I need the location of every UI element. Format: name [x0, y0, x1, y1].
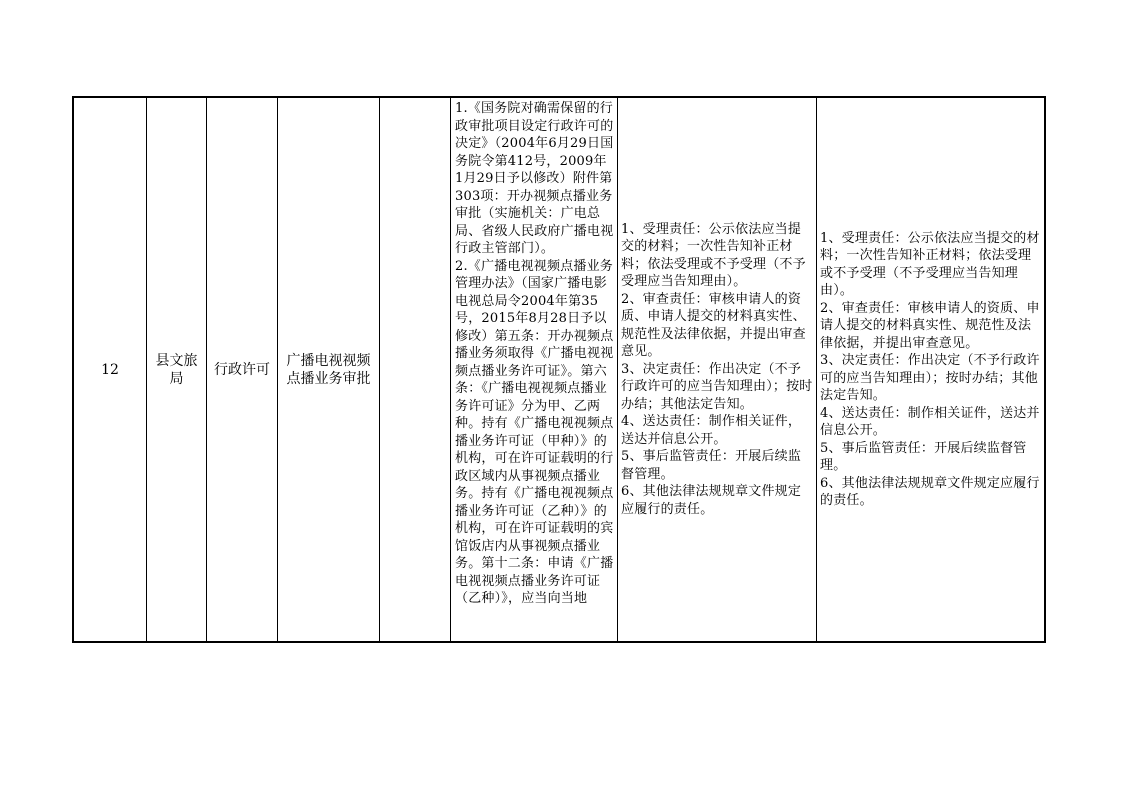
county-responsibility-item-1: 1、受理责任：公示依法应当提交的材料；一次性告知补正材料；依法受理或不予受理（不予受理应当告知理由）。 — [820, 230, 1040, 298]
permit-category: 行政许可 — [214, 361, 270, 378]
item-name: 广播电视视频点播业务审批 — [286, 352, 371, 387]
county-responsibility-item-4: 4、送达责任：制作相关证件，送达并信息公开。 — [820, 405, 1040, 438]
county-responsibility-item-2: 2、审查责任：审核申请人的资质、申请人提交的材料真实性、规范性及法律依据，并提出审查意见。 — [820, 300, 1040, 351]
cell-sub-item — [380, 98, 451, 641]
responsibility-item-4: 4、送达责任：制作相关证件，送达并信息公开。 — [621, 414, 802, 447]
cell-responsibility-county — [817, 98, 1046, 641]
responsibility-item-3: 3、决定责任：作出决定（不予行政许可的应当告知理由）；按时办结；其他法定告知。 — [621, 361, 813, 412]
county-responsibility-item-6: 6、其他法律法规规章文件规定应履行的责任。 — [820, 475, 1040, 508]
legal-basis-item-1: 1.《国务院对确需保留的行政审批项目设定行政许可的决定》（2004年6月29日国务院令第412号，2009年1月29日予以修改）附件第303项：开办视频点播业务审批（实施机关：广电总局、省级人民政府广播电视行政主管部门）。 — [455, 101, 614, 256]
row-number: 12 — [101, 361, 119, 378]
cell-number — [74, 98, 147, 641]
county-responsibility-item-3: 3、决定责任：作出决定（不予行政许可的应当告知理由）；按时办结；其他法定告知。 — [820, 353, 1040, 403]
cell-item-name — [278, 98, 380, 641]
responsibility-item-1: 1、受理责任：公示依法应当提交的材料；一次性告知补正材料；依法受理或不予受理（不予受理应当告知理由）。 — [621, 221, 806, 290]
department-name: 县文旅局 — [155, 352, 198, 387]
cell-category — [207, 98, 278, 641]
cell-responsibility — [618, 98, 817, 641]
responsibility-item-2: 2、审查责任：审核申请人的资质、申请人提交的材料真实性、规范性及法律依据，并提出审查意见。 — [621, 291, 806, 360]
responsibility-table-row — [72, 96, 1046, 643]
county-responsibility-item-5: 5、事后监管责任：开展后续监督管理。 — [820, 440, 1027, 473]
responsibility-item-5: 5、事后监管责任：开展后续监督管理。 — [621, 449, 802, 482]
cell-department — [147, 98, 207, 641]
legal-basis-item-2: 2.《广播电视视频点播业务管理办法》（国家广播电影电视总局令2004年第35号，2015年8月28日予以修改）第五条：开办视频点播业务须取得《广播电视视频点播业务许可证》。第六条：《广播电视视频点播业务许可证》分为甲、乙两种。持有《广播电视视频点播业务许可证（甲种）》的机构，可在许可证载明的行政区域内从事视频点播业务。持有《广播电视视频点播业务许可证（乙种）》的机构，可在许可证载明的宾馆饭店内从事视频点播业务。第十二条：申请《广播电视视频点播业务许可证（乙种）》，应当向当地 — [455, 258, 614, 606]
responsibility-item-6: 6、其他法律法规规章文件规定应履行的责任。 — [621, 484, 802, 517]
cell-legal-basis — [451, 98, 618, 641]
